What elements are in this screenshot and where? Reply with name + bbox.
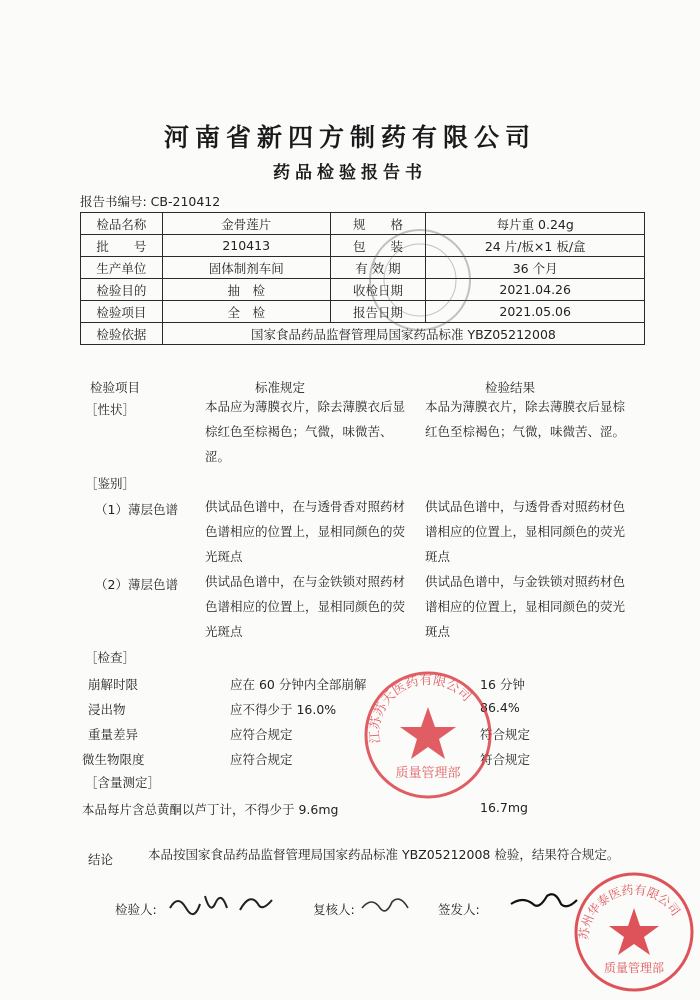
reviewer-signature [357, 890, 417, 920]
traits-standard: 本品应为薄膜衣片，除去薄膜衣后显棕红色至棕褐色；气微，味微苦、涩。 [205, 399, 406, 464]
cell-value: 抽 检 [162, 279, 330, 301]
check-label: 重量差异 [88, 727, 139, 742]
cell-label: 有 效 期 [330, 257, 426, 279]
company-name: 河南省新四方制药有限公司 [163, 123, 536, 152]
company-stamp [570, 868, 698, 996]
cell-value: 24 片/板×1 板/盒 [426, 235, 645, 257]
table-row [81, 257, 645, 279]
info-table [80, 212, 645, 345]
cell-label: 收检日期 [330, 279, 426, 301]
cell-value: 每片重 0.24g [426, 213, 645, 235]
ident-standard: 供试品色谱中，在与金铁锁对照药材色谱相应的位置上，显相同颜色的荧光斑点 [205, 574, 406, 639]
inspector-label: 检验人: [115, 902, 157, 917]
cell-value: 国家食品药品监督管理局国家药品标准 YBZ05212008 [162, 323, 644, 345]
check-result: 86.4% [480, 700, 520, 715]
check-result: 符合规定 [480, 752, 531, 767]
conclusion-text: 本品按国家食品药品监督管理局国家药品标准 YBZ05212008 检验，结果符合规定。 [148, 847, 620, 862]
cell-label: 规 格 [330, 213, 426, 235]
inspector-signature [160, 888, 280, 922]
check-standard: 应在 60 分钟内全部崩解 [230, 677, 367, 692]
check-result: 符合规定 [480, 727, 531, 742]
ident-result: 供试品色谱中，与金铁锁对照药材色谱相应的位置上，显相同颜色的荧光斑点 [425, 574, 626, 639]
check-label: 崩解时限 [88, 677, 139, 692]
quality-dept-stamp [358, 665, 498, 805]
cell-label: 批 号 [81, 235, 163, 257]
stamp-company-text: 苏州华泰医药有限公司 [576, 882, 683, 941]
section-checks: ［检查］ [85, 650, 136, 665]
ident-label: （2）薄层色谱 [95, 577, 178, 592]
check-result: 16 分钟 [480, 677, 525, 692]
assay-standard: 本品每片含总黄酮以芦丁计，不得少于 9.6mg [82, 802, 339, 817]
assay-result: 16.7mg [480, 800, 528, 815]
table-row [81, 235, 645, 257]
table-row [81, 301, 645, 323]
cell-value: 固体制剂车间 [162, 257, 330, 279]
issuer-label: 签发人: [438, 902, 480, 917]
traits-result: 本品为薄膜衣片，除去薄膜衣后显棕红色至棕褐色；气微，味微苦、涩。 [425, 399, 626, 439]
table-row [81, 279, 645, 301]
section-identification: ［鉴别］ [85, 476, 136, 491]
stamp-dept-text: 质量管理部 [395, 766, 461, 781]
check-standard: 应符合规定 [230, 727, 293, 742]
cell-label: 生产单位 [81, 257, 163, 279]
cell-label: 检验项目 [81, 301, 163, 323]
col-result-header: 检验结果 [485, 380, 536, 395]
conclusion-label: 结论 [88, 852, 114, 867]
cell-value: 36 个月 [426, 257, 645, 279]
cell-value: 210413 [162, 235, 330, 257]
cell-label: 检品名称 [81, 213, 163, 235]
check-standard: 应符合规定 [230, 752, 293, 767]
stamp-dept-text: 质量管理部 [603, 961, 665, 975]
table-row [81, 323, 645, 345]
cell-value: 全 检 [162, 301, 330, 323]
section-assay: ［含量测定］ [85, 775, 161, 790]
section-traits: ［性状］ [85, 402, 136, 417]
col-item-header: 检验项目 [90, 380, 141, 395]
col-standard-header: 标准规定 [255, 380, 306, 395]
cell-label: 检验目的 [81, 279, 163, 301]
inspection-seal [365, 225, 475, 335]
cell-label: 报告日期 [330, 301, 426, 323]
ident-label: （1）薄层色谱 [95, 502, 178, 517]
document-title: 药品检验报告书 [273, 163, 427, 183]
ident-result: 供试品色谱中，与透骨香对照药材色谱相应的位置上，显相同颜色的荧光斑点 [425, 499, 626, 564]
ident-standard: 供试品色谱中，在与透骨香对照药材色谱相应的位置上，显相同颜色的荧光斑点 [205, 499, 406, 564]
table-row [81, 213, 645, 235]
cell-value: 2021.05.06 [426, 301, 645, 323]
check-standard: 应不得少于 16.0% [230, 702, 337, 717]
report-number: 报告书编号: CB-210412 [80, 194, 221, 209]
check-label: 浸出物 [88, 702, 126, 717]
cell-value: 2021.04.26 [426, 279, 645, 301]
cell-value: 金骨莲片 [162, 213, 330, 235]
cell-label: 检验依据 [81, 323, 163, 345]
reviewer-label: 复核人: [313, 902, 355, 917]
cell-label: 包 装 [330, 235, 426, 257]
check-label: 微生物限度 [82, 752, 145, 767]
stamp-company-text: 江苏苏天医药有限公司 [367, 672, 474, 744]
